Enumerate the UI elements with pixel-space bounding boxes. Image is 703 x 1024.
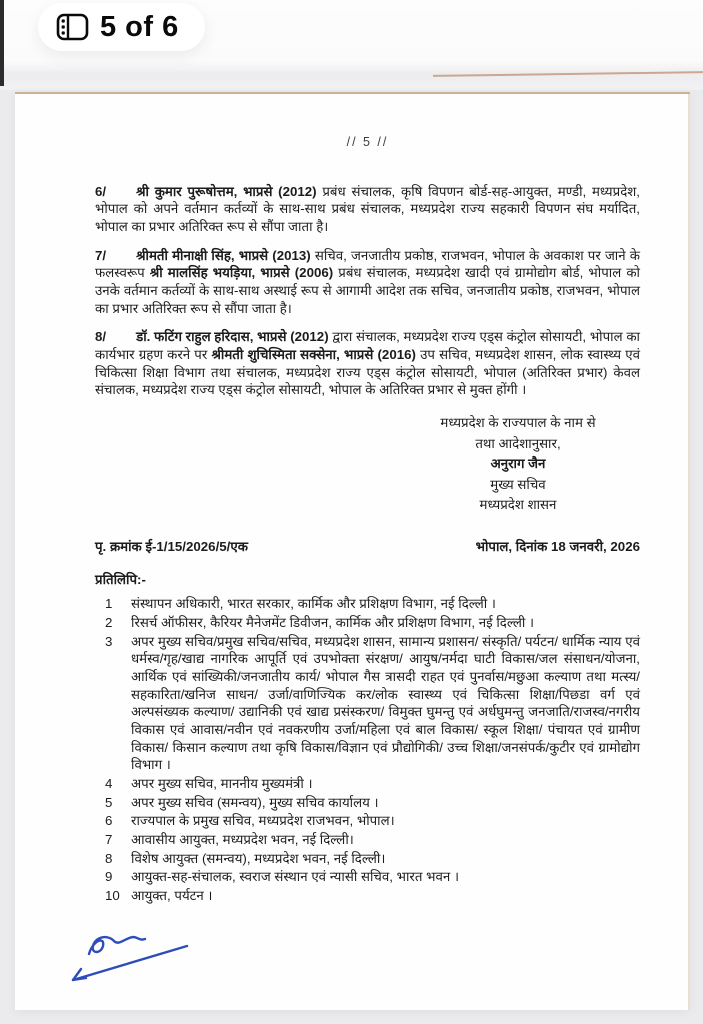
copy-item <box>105 794 640 812</box>
copy-number: 10 <box>105 888 120 904</box>
copy-text: अपर मुख्य सचिव, माननीय मुख्यमंत्री । <box>131 776 313 792</box>
copy-item <box>105 775 640 793</box>
order-text: सचिव, जनजातीय प्रकोष्ठ, राजभवन, भोपाल के अवकाश पर जाने के फलस्वरूप <box>95 247 640 281</box>
copy-item <box>105 831 640 849</box>
copy-item <box>105 812 640 830</box>
copy-to-label: प्रतिलिपि:- <box>95 571 146 587</box>
document-content <box>15 94 690 906</box>
officer-name: श्री मालसिंह भयड़िया, भाप्रसे (2006) <box>149 265 334 281</box>
officer-name: डॉ. फटिंग राहुल हरिदास, भाप्रसे (2012) <box>136 329 329 345</box>
copy-item <box>105 614 640 632</box>
signatory-title: मुख्य सचिव <box>490 476 546 492</box>
viewer-top-bar <box>0 0 703 90</box>
copy-text: विशेष आयुक्त (समन्वय), मध्यप्रदेश भवन, नई दिल्ली। <box>131 850 386 866</box>
copy-number: 3 <box>105 633 113 649</box>
order-text: द्वारा संचालक, मध्यप्रदेश राज्य एड्स कंट्रोल सोसायटी, भोपाल का कार्यभार ग्रहण करने पर <box>95 329 640 362</box>
order-number: 6/ <box>95 183 107 199</box>
page-number-header: // 5 // <box>346 135 389 149</box>
signatory-name: अनुराग जैन <box>490 456 546 472</box>
document-page <box>15 92 690 1010</box>
page-indicator-pill[interactable] <box>38 3 205 51</box>
order-paragraph-7 <box>95 247 640 318</box>
copy-number: 2 <box>105 615 113 631</box>
copy-text: आयुक्त, पर्यटन । <box>131 888 213 904</box>
copy-item <box>105 633 640 774</box>
copy-number: 4 <box>105 776 113 792</box>
copy-text: रिसर्च ऑफीसर, कैरियर मैनेजमेंट डिवीजन, कार्मिक और प्रशिक्षण विभाग, नई दिल्ली । <box>131 615 535 631</box>
copy-text: अपर मुख्य सचिव/प्रमुख सचिव/सचिव, मध्यप्रदेश शासन, सामान्य प्रशासन/ संस्कृति/ पर्यटन/ धार्मिक न्याय एवं धर्मस्व/गृह/खाद्य नागरिक आपूर्ति एवं उपभोक्ता संरक्षण/ आयुष/नर्मदा घाटी विकास/जल संसाधन/योजना, आर्थिक एवं सांख्यिकी/जनजातीय कार्य/ भोपाल गैस त्रासदी राहत एवं पुनर्वास/मछुआ कल्याण तथा मत्स्य/सहकारिता/खनिज साधन/ उर्जा/वाणिज्यिक कर/लोक स्वास्थ्य एवं चिकित्सा शिक्षा/पिछडा वर्ग एवं अल्पसंख्यक कल्याण/ उद्यानिकी एवं खाद्य प्रसंस्करण/ विमुक्त घुमन्तु एवं अर्धघुमन्तु जनजाति/राजस्व/नगरीय विकास एवं आवास/नवीन एवं नवकरणीय उर्जा/महिला एवं बाल विकास/ स्कूल शिक्षा/ पंचायत एवं ग्रामीण विकास/ किसान कल्याण तथा कृषि विकास/विज्ञान एवं प्रौद्योगिकी/ उच्च शिक्षा/जनसंपर्क/कुटीर एवं ग्रामोद्योग विभाग । <box>131 633 640 773</box>
order-number: 8/ <box>95 329 107 345</box>
signoff-line2: तथा आदेशानुसार, <box>475 435 561 451</box>
copy-text: आवासीय आयुक्त, मध्यप्रदेश भवन, नई दिल्ली। <box>131 832 354 848</box>
page-indicator-label: 5 of 6 <box>100 10 179 43</box>
copy-number: 8 <box>105 850 113 866</box>
copy-number: 7 <box>105 832 113 848</box>
officer-name: श्रीमती शुचिस्मिता सक्सेना, भाप्रसे (2016) <box>211 347 416 362</box>
copy-text: अपर मुख्य सचिव (समन्वय), मुख्य सचिव कार्यालय । <box>131 794 379 810</box>
signoff-line1: मध्यप्रदेश के राज्यपाल के नाम से <box>440 415 596 431</box>
copy-text: संस्थापन अधिकारी, भारत सरकार, कार्मिक और प्रशिक्षण विभाग, नई दिल्ली । <box>131 596 496 612</box>
copy-number: 1 <box>105 596 113 612</box>
place-date: भोपाल, दिनांक 18 जनवरी, 2026 <box>475 539 640 555</box>
adjacent-paper-edge <box>433 71 703 77</box>
copy-item <box>105 868 640 886</box>
copy-text: राज्यपाल के प्रमुख सचिव, मध्यप्रदेश राजभवन, भोपाल। <box>131 813 395 829</box>
handwritten-signature-mark <box>59 920 229 997</box>
officer-name: श्रीमती मीनाक्षी सिंह, भाप्रसे (2013) <box>136 247 311 263</box>
order-number: 7/ <box>95 247 107 263</box>
screen-corner-sliver <box>0 0 4 86</box>
order-text: प्रबंध संचालक, मध्यप्रदेश खादी एवं ग्रामोद्योग बोर्ड, भोपाल को उनके वर्तमान कर्तव्यों के साथ-साथ अस्थाई रूप से आगामी आदेश तक सचिव, जनजातीय प्रकोष्ठ, राजभवन, भोपाल का प्रभार अतिरिक्त रूप से सौंपा जाता है। <box>95 265 640 316</box>
copy-number: 9 <box>105 869 113 885</box>
officer-name: श्री कुमार पुरूषोत्तम, भाप्रसे (2012) <box>136 183 317 199</box>
order-paragraph-6 <box>95 183 640 236</box>
copy-list <box>95 595 640 904</box>
copy-number: 6 <box>105 813 113 829</box>
pages-icon <box>56 13 89 41</box>
reference-number: पृ. क्रमांक ई-1/15/2026/5/एक <box>95 539 248 555</box>
order-paragraph-8 <box>95 328 640 399</box>
copy-item <box>105 887 640 905</box>
copy-text: आयुक्त-सह-संचालक, स्वराज संस्थान एवं न्यासी सचिव, भारत भवन । <box>131 869 459 885</box>
copy-item <box>105 595 640 613</box>
signatory-org: मध्यप्रदेश शासन <box>479 497 557 513</box>
copy-item <box>105 850 640 868</box>
order-text: प्रबंध संचालक, कृषि विपणन बोर्ड-सह-आयुक्त, मण्डी, मध्यप्रदेश, भोपाल को अपने वर्तमान कर्तव्यों के साथ-साथ प्रबंध संचालक, मध्यप्रदेश राज्य सहकारी विपणन संघ मर्यादित, भोपाल का प्रभार अतिरिक्त रूप से सौंपा जाता है। <box>95 183 641 234</box>
order-text: उप सचिव, मध्यप्रदेश शासन, लोक स्वास्थ्य एवं चिकित्सा शिक्षा विभाग तथा संचालक, मध्यप्रदेश राज्य एड्स कंट्रोल सोसायटी, भोपाल (अतिरिक्त प्रभार) केवल संचालक, मध्यप्रदेश राज्य एड्स कंट्रोल सोसायटी, भोपाल के अतिरिक्त प्रभार से मुक्त होंगी । <box>95 347 640 398</box>
reference-row <box>95 538 640 556</box>
signature-block <box>402 413 634 516</box>
copy-number: 5 <box>105 794 113 810</box>
